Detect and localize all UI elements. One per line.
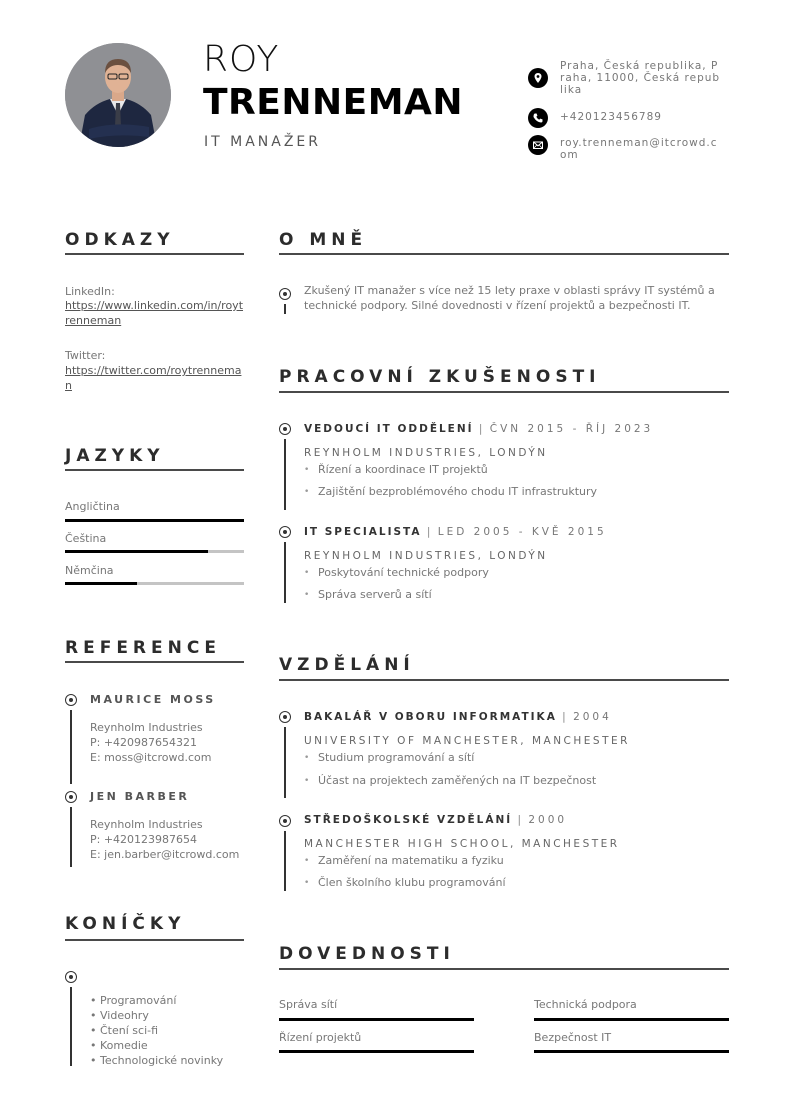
education-degree: BAKALÁŘ V OBORU INFORMATIKA: [304, 711, 557, 723]
job-position: IT SPECIALISTA: [304, 526, 422, 538]
divider: [65, 253, 244, 255]
job-bullet: • Zajištění bezproblémového chodu IT infrastruktury: [304, 486, 597, 497]
hobbies-heading: KONÍČKY: [65, 914, 186, 934]
timeline-line: [70, 710, 72, 784]
twitter-link[interactable]: https://twitter.com/roytrenneman: [65, 364, 242, 392]
education-school: MANCHESTER HIGH SCHOOL, MANCHESTER: [304, 838, 620, 850]
language-name: Čeština: [65, 532, 107, 545]
skill-level-bar: [279, 1018, 474, 1021]
envelope-icon: [528, 135, 548, 155]
divider: [279, 968, 729, 970]
language-level-fill: [65, 519, 244, 522]
references-heading: REFERENCE: [65, 638, 221, 658]
divider: [279, 679, 729, 681]
job-bullet: • Správa serverů a sítí: [304, 589, 432, 600]
job-company: REYNHOLM INDUSTRIES, LONDÝN: [304, 550, 548, 562]
timeline-dot-icon: [279, 288, 291, 300]
links-heading: ODKAZY: [65, 230, 175, 250]
hobby-item: • Videohry: [90, 1009, 149, 1022]
job-bullet: • Řízení a koordinace IT projektů: [304, 464, 488, 475]
hobby-label: Technologické novinky: [100, 1054, 224, 1067]
timeline-dot-icon: [65, 694, 77, 706]
skill-name: Technická podpora: [534, 998, 637, 1011]
education-bullet: • Člen školního klubu programování: [304, 877, 506, 888]
hobby-label: Programování: [100, 994, 177, 1007]
reference-phone: P: +420987654321: [90, 736, 198, 749]
separator: |: [562, 711, 568, 723]
twitter-label: Twitter:: [65, 349, 106, 362]
education-year: 2004: [573, 711, 612, 723]
hobby-label: Komedie: [100, 1039, 148, 1052]
experience-heading: PRACOVNÍ ZKUŠENOSTI: [279, 367, 601, 387]
skill-name: Správa sítí: [279, 998, 338, 1011]
timeline-dot-icon: [65, 791, 77, 803]
skill-level-bar: [534, 1018, 729, 1021]
reference-name: JEN BARBER: [90, 790, 190, 803]
divider: [65, 469, 244, 471]
job-heading: [304, 527, 607, 538]
reference-phone: P: +420123987654: [90, 833, 198, 846]
phone-icon: [528, 108, 548, 128]
timeline-dot-icon: [279, 815, 291, 827]
timeline-line: [284, 439, 286, 510]
education-bullet: • Zaměření na matematiku a fyziku: [304, 855, 504, 866]
skill-name: Bezpečnost IT: [534, 1031, 612, 1044]
language-name: Angličtina: [65, 500, 120, 513]
language-level-fill: [65, 550, 208, 553]
about-heading: O MNĚ: [279, 230, 368, 250]
timeline-line: [284, 542, 286, 603]
separator: |: [517, 814, 524, 826]
hobby-item: • Čtení sci-fi: [90, 1024, 159, 1037]
timeline-dot-icon: [279, 526, 291, 538]
timeline-line: [284, 304, 286, 314]
education-heading: VZDĚLÁNÍ: [279, 655, 415, 675]
divider: [65, 661, 244, 663]
language-name: Němčina: [65, 564, 114, 577]
timeline-line: [70, 987, 72, 1066]
job-heading: [304, 424, 653, 435]
linkedin-label: LinkedIn:: [65, 285, 115, 298]
education-degree: STŘEDOŠKOLSKÉ VZDĚLÁNÍ: [304, 814, 513, 826]
reference-email[interactable]: E: moss@itcrowd.com: [90, 751, 212, 764]
reference-company: Reynholm Industries: [90, 818, 203, 831]
skill-level-bar: [279, 1050, 474, 1053]
language-level-fill: [65, 582, 137, 585]
education-bullet: • Účast na projektech zaměřených na IT bezpečnost: [304, 775, 596, 786]
location-pin-icon: [528, 68, 548, 88]
job-company: REYNHOLM INDUSTRIES, LONDÝN: [304, 447, 548, 459]
job-dates: LED 2005 - KVĚ 2015: [437, 526, 607, 538]
education-bullet: • Studium programování a sítí: [304, 752, 474, 763]
about-text: Zkušený IT manažer s více než 15 lety praxe v oblasti správy IT systémů a technické podpory. Silné dovednosti v řízení projektů a bezpečnosti IT.: [304, 284, 715, 312]
profile-photo: [65, 43, 171, 147]
contact-phone[interactable]: +420123456789: [560, 111, 662, 123]
skill-level-bar: [534, 1050, 729, 1053]
last-name: TRENNEMAN: [203, 82, 464, 123]
job-title: IT MANAŽER: [204, 134, 322, 150]
education-school: UNIVERSITY OF MANCHESTER, MANCHESTER: [304, 735, 630, 747]
first-name: ROY: [203, 39, 280, 80]
reference-name: MAURICE MOSS: [90, 693, 216, 706]
reference-email[interactable]: E: jen.barber@itcrowd.com: [90, 848, 240, 861]
separator: |: [426, 526, 433, 538]
contact-email[interactable]: roy.trenneman@itcrowd.com: [560, 137, 718, 161]
timeline-line: [284, 727, 286, 798]
hobby-item: • Komedie: [90, 1039, 148, 1052]
job-position: VEDOUCÍ IT ODDĚLENÍ: [304, 423, 474, 435]
hobby-item: • Technologické novinky: [90, 1054, 224, 1067]
timeline-dot-icon: [279, 711, 291, 723]
language-level-bar: [65, 550, 244, 553]
hobby-label: Čtení sci-fi: [100, 1024, 159, 1037]
skill-name: Řízení projektů: [279, 1031, 362, 1044]
language-level-bar: [65, 582, 244, 585]
divider: [65, 939, 244, 941]
separator: |: [478, 423, 485, 435]
contact-address: Praha, Česká republika, Praha, 11000, Česká republika: [560, 60, 721, 96]
reference-company: Reynholm Industries: [90, 721, 203, 734]
languages-heading: JAZYKY: [65, 446, 165, 466]
job-dates: ČVN 2015 - ŘÍJ 2023: [489, 423, 654, 435]
education-heading-line: [304, 712, 612, 723]
skills-heading: DOVEDNOSTI: [279, 944, 455, 964]
hobby-label: Videohry: [100, 1009, 149, 1022]
language-level-bar: [65, 519, 244, 522]
divider: [279, 391, 729, 393]
job-bullet: • Poskytování technické podpory: [304, 567, 489, 578]
divider: [279, 253, 729, 255]
timeline-dot-icon: [279, 423, 291, 435]
linkedin-link[interactable]: https://www.linkedin.com/in/roytrenneman: [65, 299, 244, 327]
education-year: 2000: [528, 814, 568, 826]
education-heading-line: [304, 815, 567, 826]
timeline-dot-icon: [65, 971, 77, 983]
timeline-line: [70, 807, 72, 867]
hobby-item: • Programování: [90, 994, 177, 1007]
timeline-line: [284, 831, 286, 891]
